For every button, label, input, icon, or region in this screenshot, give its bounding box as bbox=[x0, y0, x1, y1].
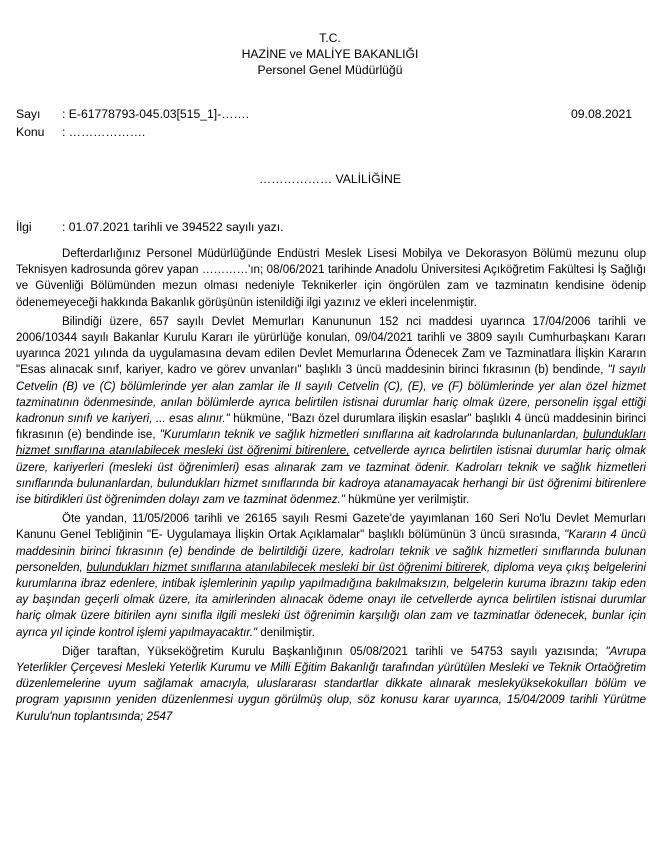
paragraph-2-quote-underlined: bulundukları hizmet sınıflarına atanılabilecek mesleki üst öğrenimi bitirenlere, bbox=[16, 429, 646, 458]
konu-label: Konu bbox=[16, 125, 45, 139]
paragraph-2 bbox=[16, 314, 646, 508]
letterhead-ministry: HAZİNE ve MALİYE BAKANLIĞI bbox=[241, 47, 419, 61]
letter-body bbox=[16, 246, 646, 725]
paragraph-2-quote-2b: cetvellerde ayrıca belirtilen istisnai durumlar hariç olmak üzere, kariyerleri (mesleki üst öğrenimleri) esas alınarak zam ve tazminat ödenir. Kadroları teknik ve sağlık hizmetleri sınıflarında bulunanlardan, bulundukları hizmet sınıflarında bir kadroya atanamayacak herhangi bir üst öğrenimi bitirenlere ise bitirdikleri üst öğrenimden dolayı zam ve tazminat ödenmez." bbox=[16, 445, 646, 507]
paragraph-2-quote-2a: "Kurumların teknik ve sağlık hizmetleri sınıflarına ait kadrolarında bulunanlardan, bbox=[159, 429, 584, 442]
paragraph-4-quote: "Avrupa Yeterlikler Çerçevesi Mesleki Yeterlik Kurumu ve Milli Eğitim Bakanlığı tarafından yürütülen Mesleki ve Teknik Ortaöğretim düzenlemelerine uyum sağlamak amacıyla, uluslararası standartlar dikkate alınarak meslekyüksekokulları bölüm ve program yapısının yeniden düzenlenmesi uygun görülmüş olup, söz konusu karar uyarınca, 15/04/2009 tarihli Yürütme Kurulu'nun toplantısında; 2547 bbox=[16, 645, 646, 723]
paragraph-2-text-c: hükmüne yer verilmiştir. bbox=[344, 494, 470, 507]
paragraph-4-text-a: Diğer taraftan, Yükseköğretim Kurulu Başkanlığının 05/08/2021 tarihli ve 54753 sayılı yazısında; bbox=[62, 645, 606, 658]
document-date: 09.08.2021 bbox=[571, 107, 632, 121]
paragraph-3-quote-b: k, diploma veya çıkış belgelerini kurumlarına ibraz edenlere, intibak işlemlerinin yapılıp yapılmadığına bakılmaksızın, belgelerin kuruma ibrazını takip eden ay başından geçerli olmak üzere, ita amirlerinden alınacak ödeme onayı ile cetvellerde ayrıca belirtilen istisnai durumlar hariç olmak üzere bitirilen aynı sınıfla ilgili mesleki üst öğrenimin karşılığı olan zam ve tazminatlar ödenecek, bunlar için ayrıca yıl içinde kontrol işlemi yapılmayacaktır." bbox=[16, 561, 646, 639]
ilgi-value: : 01.07.2021 tarihli ve 394522 sayılı yazı. bbox=[62, 220, 284, 234]
paragraph-3 bbox=[16, 511, 646, 641]
paragraph-4 bbox=[16, 644, 646, 725]
letterhead bbox=[0, 30, 660, 78]
konu-row bbox=[16, 124, 145, 140]
ilgi-row bbox=[16, 219, 284, 235]
sayi-row bbox=[16, 106, 249, 122]
recipient-line: ……………… VALİLİĞİNE bbox=[259, 172, 401, 186]
paragraph-2-quote-1: "I sayılı Cetvelin (B) ve (C) bölümlerinde yer alan zamlar ile II sayılı Cetvelin (C), (E), ve (F) bölümlerinde yer alan özel hizmet tazminatının ödenmesinde, anılan bölümlerde ayrıca belirtilen istisnai durumlar hariç olmak üzere, personelin işgal ettiği kadronun sınıfı ve kariyeri, ... esas alınır." bbox=[16, 364, 646, 426]
paragraph-3-quote-underlined: bulundukları hizmet sınıflarına atanılabilecek mesleki bir üst öğrenimi bitirere bbox=[86, 561, 482, 574]
paragraph-1 bbox=[16, 246, 646, 311]
paragraph-1-text: Defterdarlığınız Personel Müdürlüğünde Endüstri Meslek Lisesi Mobilya ve Dekorasyon Bölümü mezunu olup Teknisyen kadrosunda görev yapan …………'ın; 08/06/2021 tarihinde Anadolu Üniversitesi Açıköğretim Fakültesi İş Sağlığı ve Güvenliği Bölümünden mezun olması nedeniyle Teknikerler için öngörülen zam ve tazminatın kendisine ödenip ödenemeyeceği hakkında Bakanlık görüşünün istenildiği ilgi yazınız ve ekleri incelenmiştir. bbox=[16, 248, 646, 309]
paragraph-2-text-a: Bilindiği üzere, 657 sayılı Devlet Memurları Kanununun 152 nci maddesi uyarınca 17/04/2006 tarihli ve 2006/10344 sayılı Bakanlar Kurulu Kararı ile yürürlüğe konulan, 09/04/2021 tarihli ve 3809 sayılı Cumhurbaşkanı Kararı uyarınca 2021 yılında da uygulamasına devam edilen Devlet Memurlarına Ödenecek Zam ve Tazminatlara İlişkin Kararın "Esas alınacak sınıf, kariyer, kadro ve görev unvanları" başlıklı 3 üncü maddesinin birinci fıkrasının (b) bendinde, bbox=[16, 315, 646, 377]
paragraph-2-text-b: hükmüne, "Bazı özel durumlara ilişkin esaslar" başlıklı 4 üncü maddesinin birinci fıkrasının (e) bendinde ise, bbox=[16, 413, 647, 442]
paragraph-3-quote-a: "Kararın 4 üncü maddesinin birinci fıkrasının (e) bendinde de belirtildiği üzere, kadroları teknik ve sağlık hizmetleri sınıflarında bulunan personelden, bbox=[16, 529, 646, 574]
konu-value: : ………………. bbox=[62, 125, 146, 139]
letterhead-department: Personel Genel Müdürlüğü bbox=[257, 63, 403, 77]
paragraph-3-text-a: Öte yandan, 11/05/2006 tarihli ve 26165 sayılı Resmi Gazete'de yayımlanan 160 Seri No'lu Devlet Memurları Kanunu Genel Tebliğinin "E- Uygulamaya İlişkin Ortak Açıklamalar" başlıklı bölümünün 3 üncü sırasında, bbox=[16, 513, 646, 542]
letterhead-tc: T.C. bbox=[319, 31, 341, 45]
paragraph-3-text-c: denilmiştir. bbox=[257, 626, 315, 639]
ilgi-label: İlgi bbox=[16, 220, 32, 234]
sayi-label: Sayı bbox=[16, 107, 41, 121]
sayi-value: : E-61778793-045.03[515_1]-……. bbox=[62, 107, 250, 121]
